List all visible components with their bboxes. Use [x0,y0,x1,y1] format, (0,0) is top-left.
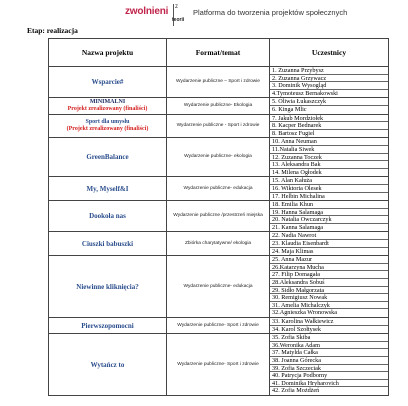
logo-word: zwolnieni [125,6,169,17]
participant-name: 6. Kinga Mlic [272,105,307,113]
participant-name: 10. Anna Neuman [270,138,388,146]
project-format: Wydarzenie publiczne- Sport i zdrowie [167,318,270,334]
table-body [49,67,389,396]
table-row [49,114,389,138]
participant-name: 2. Zuzanna Grzywacz [270,75,388,83]
participants-cell [270,114,389,138]
participant-name: 21. Kanna Salamaga [272,223,324,231]
project-name: Wsparcie# [91,78,124,87]
participants-cell [270,256,389,318]
projects-table [48,38,389,396]
participant-name: 8. Kacper Bednarek [270,122,388,130]
participant-name: 36.Weronika Adam [270,342,388,350]
table-row [49,177,389,201]
project-format: Wydarzenie publiczne- ekologia [167,138,270,177]
table-row [49,334,389,396]
project-format: Wydarzenie publiczne – Sport i zdrowie [167,67,270,98]
project-name-cell [49,114,167,138]
participant-name: 33. Karolina Wałkiewicz [270,318,388,326]
participant-name: 38. Joanna Górecka [270,357,388,365]
participant-name: 39. Zofia Szczeciak [270,365,388,373]
participants-cell [270,98,389,114]
table-row [49,98,389,114]
finalist-note: Projekt zrealizowany (finaliści) [67,105,148,112]
platform-tagline: Platforma do tworzenia projektów społecznych [193,8,348,17]
participant-name: 23. Klaudia Eisenbardt [270,240,388,248]
project-name-cell [49,334,167,396]
project-format: Wydarzenie publiczne - Sport i zdrowie [167,114,270,138]
participant-name: 14. Milena Ogłodek [272,168,322,176]
participants-cell [270,232,389,256]
table-row [49,67,389,98]
participants-cell [270,201,389,232]
project-format: Zbiórka charytatywne/ ekologia [167,232,270,256]
project-name: Ciuszki babuszki [81,239,134,248]
participants-cell [270,318,389,334]
participant-name: 7. Jakub Mordziołek [270,115,388,123]
table-row [49,232,389,256]
participant-name: 19. Hanna Salamaga [270,209,388,217]
project-name: Pierwszopomocni [81,321,134,330]
project-name: Niewinne kliknięcia? [76,282,139,291]
stage-label: Etap: realizacja [27,26,78,35]
logo-mark: z [175,4,178,10]
participant-name: 31. Amelia Michalczyk [270,302,388,310]
participant-name: 12. Zuzanna Toczek [270,154,388,162]
participant-name: 25. Anna Mazur [270,256,388,264]
header-participants: Uczestnicy [270,39,389,67]
project-name-cell [49,177,167,201]
project-format: Wydarzenie publiczne /przestrzeń miejska [167,201,270,232]
participant-name: 29. Sidło Małgorzata [270,287,388,295]
participant-name: 42. Zofia Możdżeń [272,387,320,395]
table-row [49,318,389,334]
participant-name: 8. Bartosz Fugiel [272,129,315,137]
table-row [49,256,389,318]
participant-name: 30. Remigiusz Nowak [270,294,388,302]
project-name: Sport dla umysłu [85,118,130,125]
project-format: Wydarzenie publiczne- Sport i zdrowie [167,334,270,396]
participant-name: 20. Natalia Owczarczyk [270,216,388,224]
participant-name: 28.Aleksandra Sobuś [270,279,388,287]
participant-name: 35. Zofia Skiba [270,334,388,342]
table-row [49,201,389,232]
header-project-name: Nazwa projektu [49,39,167,67]
project-name-cell [49,98,167,114]
participant-name: 13. Aleksandra Bak [270,161,388,169]
zwolnieni-z-teorii-logo[interactable] [125,2,187,28]
project-name-cell [49,138,167,177]
participant-name: 37. Matylda Całka [270,349,388,357]
project-name-cell [49,201,167,232]
header-format: Format/temat [167,39,270,67]
project-name: My, Myself&I [86,184,129,193]
project-name: MINIMALNI [89,98,126,105]
participants-cell [270,138,389,177]
project-name-cell [49,256,167,318]
participant-name: 5. Oliwia Łukaszczyk [270,98,388,106]
participant-name: 1. Zuzanna Przybysz [270,67,388,75]
project-name-cell [49,67,167,98]
participant-name: 17. Helbin Michalina [272,192,325,200]
project-format: Wydarzenie publiczne- Ekologia [167,98,270,114]
participant-name: 16. Wiktoria Olesek [270,185,388,193]
participant-name: 18. Emilia Khun [270,201,388,209]
participant-name: 27. Filip Domagała [270,271,388,279]
participant-name: 24. Maja Klimas [272,247,314,255]
project-name: GreenBalance [86,153,129,162]
table-header-row [49,39,389,67]
participant-name: 32.Agnieszka Wronowska [272,309,337,317]
participant-name: 34. Karol Szołtysek [272,325,321,333]
participant-name: 4.Tymoteusz Bernakowski [272,89,338,97]
logo-sub: teorii [172,17,185,23]
project-format: Wydarzenie publiczne- edukacja [167,256,270,318]
participants-cell [270,334,389,396]
participant-name: 3. Dominik Wysogląd [270,82,388,90]
project-name-cell [49,318,167,334]
project-name: Dookoła nas [89,212,126,221]
project-format: Wydarzenie publiczne- edukacja [167,177,270,201]
table-row [49,138,389,177]
project-name-cell [49,232,167,256]
participant-name: 15. Alan Kałuża [270,177,388,185]
project-name: Wytańcz to [90,360,125,369]
participant-name: 22. Nadia Nawrot [270,232,388,240]
participants-cell [270,177,389,201]
participant-name: 11.Natalia Siwek [270,146,388,154]
participant-name: 26.Katarzyna Mucha [270,264,388,272]
participant-name: 41. Dominika Hryharovich [270,380,388,388]
finalist-note: (Projekt zrealizowany (finaliści) [66,125,149,132]
participants-cell [270,67,389,98]
participant-name: 40. Patrycja Podborny [270,372,388,380]
